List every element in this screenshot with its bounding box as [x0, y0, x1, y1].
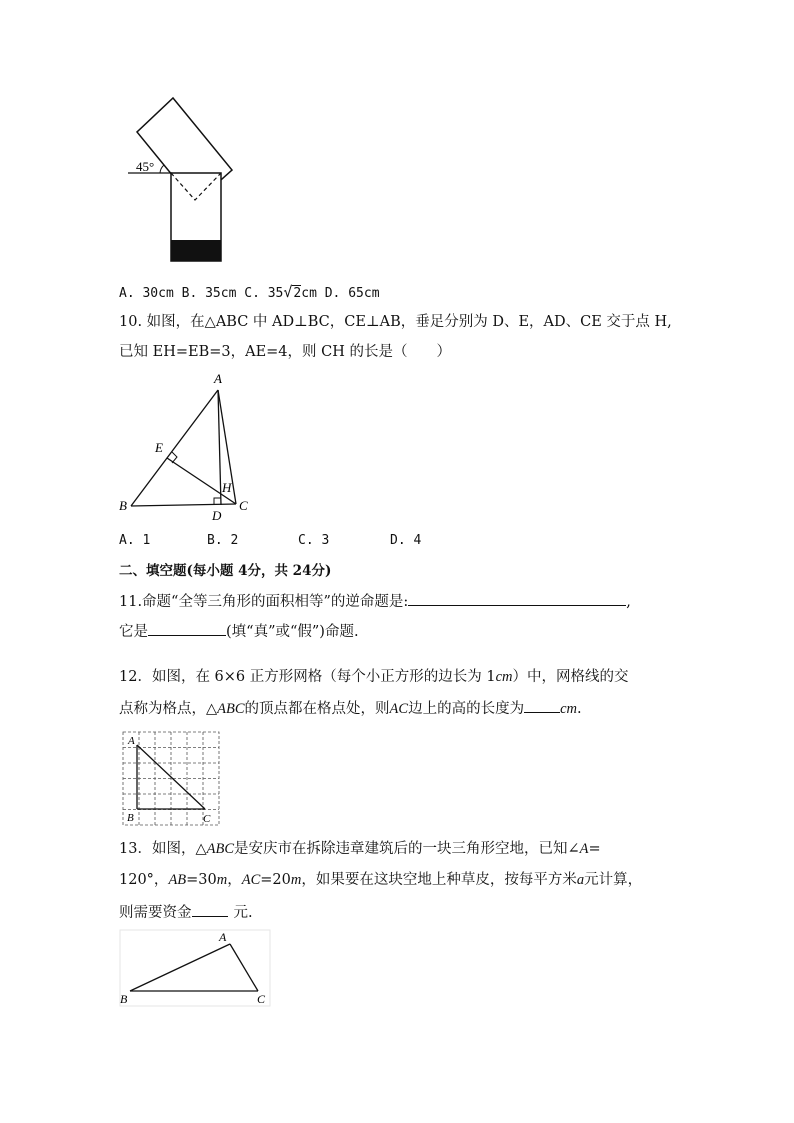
q13-line2: 120°，AB=30m，AC=20m，如果要在这块空地上种草皮，按每平方米a元计算，	[119, 872, 643, 888]
q10-label-c: C	[239, 498, 248, 513]
q9-option-b[interactable]: B. 35cm	[181, 286, 237, 301]
q9-option-c-radicand: 2	[293, 286, 302, 301]
q11-line1: 11.命题“全等三角形的面积相等”的逆命题是: ,	[119, 591, 631, 611]
q10-label-e: E	[155, 440, 163, 455]
q10-line1: 10. 如图，在△ABC 中 AD⊥BC，CE⊥AB，垂足分别为 D、E，AD、CE 交于点 H,	[119, 314, 672, 330]
q13-line3: 则需要资金 元.	[119, 902, 253, 922]
q13-side-ac	[230, 944, 258, 991]
q10-option-c[interactable]: C. 3	[298, 533, 330, 548]
q9-angle-label: 45°	[136, 159, 155, 174]
q12-label-a: A	[128, 735, 135, 747]
q10-option-b[interactable]: B. 2	[207, 533, 239, 548]
q12-line1: 12．如图，在 6×6 正方形网格（每个小正方形的边长为 1cm）中，网格线的交	[119, 669, 629, 685]
q10-label-h: H	[222, 480, 232, 495]
q9-option-d[interactable]: D. 65cm	[324, 286, 380, 301]
q13-label-a: A	[219, 930, 227, 944]
q10-label-a: A	[214, 371, 222, 386]
q11-prompt: 11.命题“全等三角形的面积相等”的逆命题是:	[119, 594, 409, 610]
q13-label-c: C	[257, 992, 266, 1006]
q13-figure-frame	[120, 930, 270, 1006]
q9-option-c[interactable]: C. 35√2cm	[244, 283, 317, 301]
q13-label-b: B	[120, 992, 128, 1006]
q10-label-b: B	[119, 498, 127, 513]
q11-line2: 它是 (填“真”或“假”)命题.	[119, 621, 359, 641]
q13-side-ab	[130, 944, 230, 991]
q10-line2: 已知 EH=EB=3，AE=4，则 CH 的长是（ ）	[119, 344, 451, 360]
q12-label-b: B	[127, 812, 134, 824]
q10-option-d[interactable]: D. 4	[390, 533, 422, 548]
q12-label-c: C	[203, 813, 211, 825]
q9-option-a[interactable]: A. 30cm	[119, 286, 174, 301]
q10-label-d: D	[212, 508, 222, 523]
q10-option-a[interactable]: A. 1	[119, 533, 151, 548]
section-heading: 二、填空题(每小题 4分，共 24分)	[119, 563, 332, 579]
q13-line1: 13．如图，△ABC是安庆市在拆除违章建筑后的一块三角形空地，已知∠A=	[119, 841, 601, 857]
q12-line2: 点称为格点，△ABC的顶点都在格点处，则AC边上的高的长度为 cm.	[119, 698, 582, 718]
